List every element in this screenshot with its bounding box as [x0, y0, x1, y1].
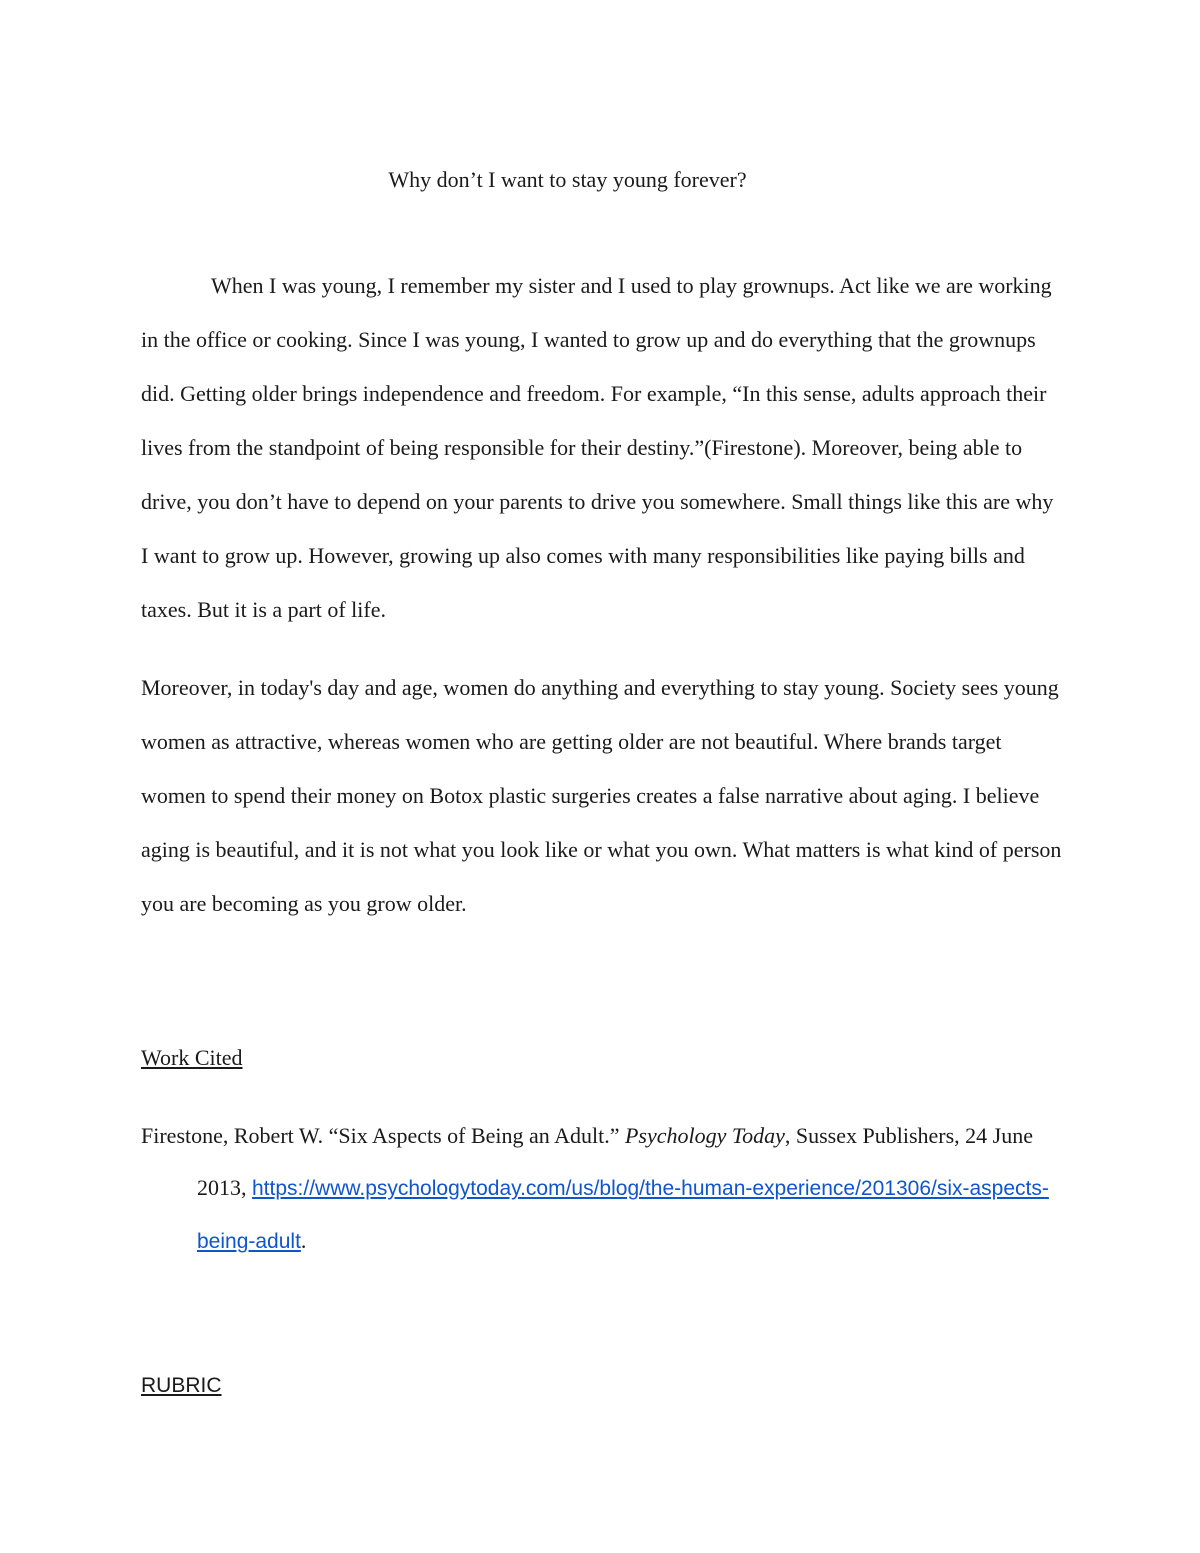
citation-journal: Psychology Today	[624, 1123, 785, 1148]
body-paragraph-1: When I was young, I remember my sister and I used to play grownups. Act like we are working in the office or cooking. Since I was young, I wanted to grow up and do everything that the grownups did. Getting older brings independence and freedom. For example, “In this sense, adults approach their lives from the standpoint of being responsible for their destiny.”(Firestone). Moreover, being able to drive, you don’t have to depend on your parents to drive you somewhere. Small things like this are why I want to grow up. However, growing up also comes with many responsibilities like paying bills and taxes. But it is a part of life.	[141, 273, 1054, 622]
citation-end: .	[300, 1228, 307, 1253]
body-paragraph-2: Moreover, in today's day and age, women do anything and everything to stay young. Society sees young women as attractive, whereas women who are getting older are not beautiful. Where brands target women to spend their money on Botox plastic surgeries creates a false narrative about aging. I believe aging is beautiful, and it is not what you look like or what you own. What matters is what kind of person you are becoming as you grow older.	[141, 675, 1062, 916]
citation-entry	[141, 1110, 1066, 1268]
citation-url-link[interactable]: https://www.psychologytoday.com/us/blog/the-human-experience/201306/six-aspects-being-adult	[197, 1177, 1049, 1253]
rubric-heading: RUBRIC	[141, 1374, 222, 1397]
works-cited-heading: Work Cited	[141, 1045, 243, 1070]
document-title: Why don’t I want to stay young forever?	[388, 167, 747, 192]
citation-author-title: Firestone, Robert W. “Six Aspects of Being an Adult.”	[141, 1123, 625, 1148]
citation-publisher-date: , Sussex Publishers, 24 June 2013,	[197, 1123, 1033, 1200]
